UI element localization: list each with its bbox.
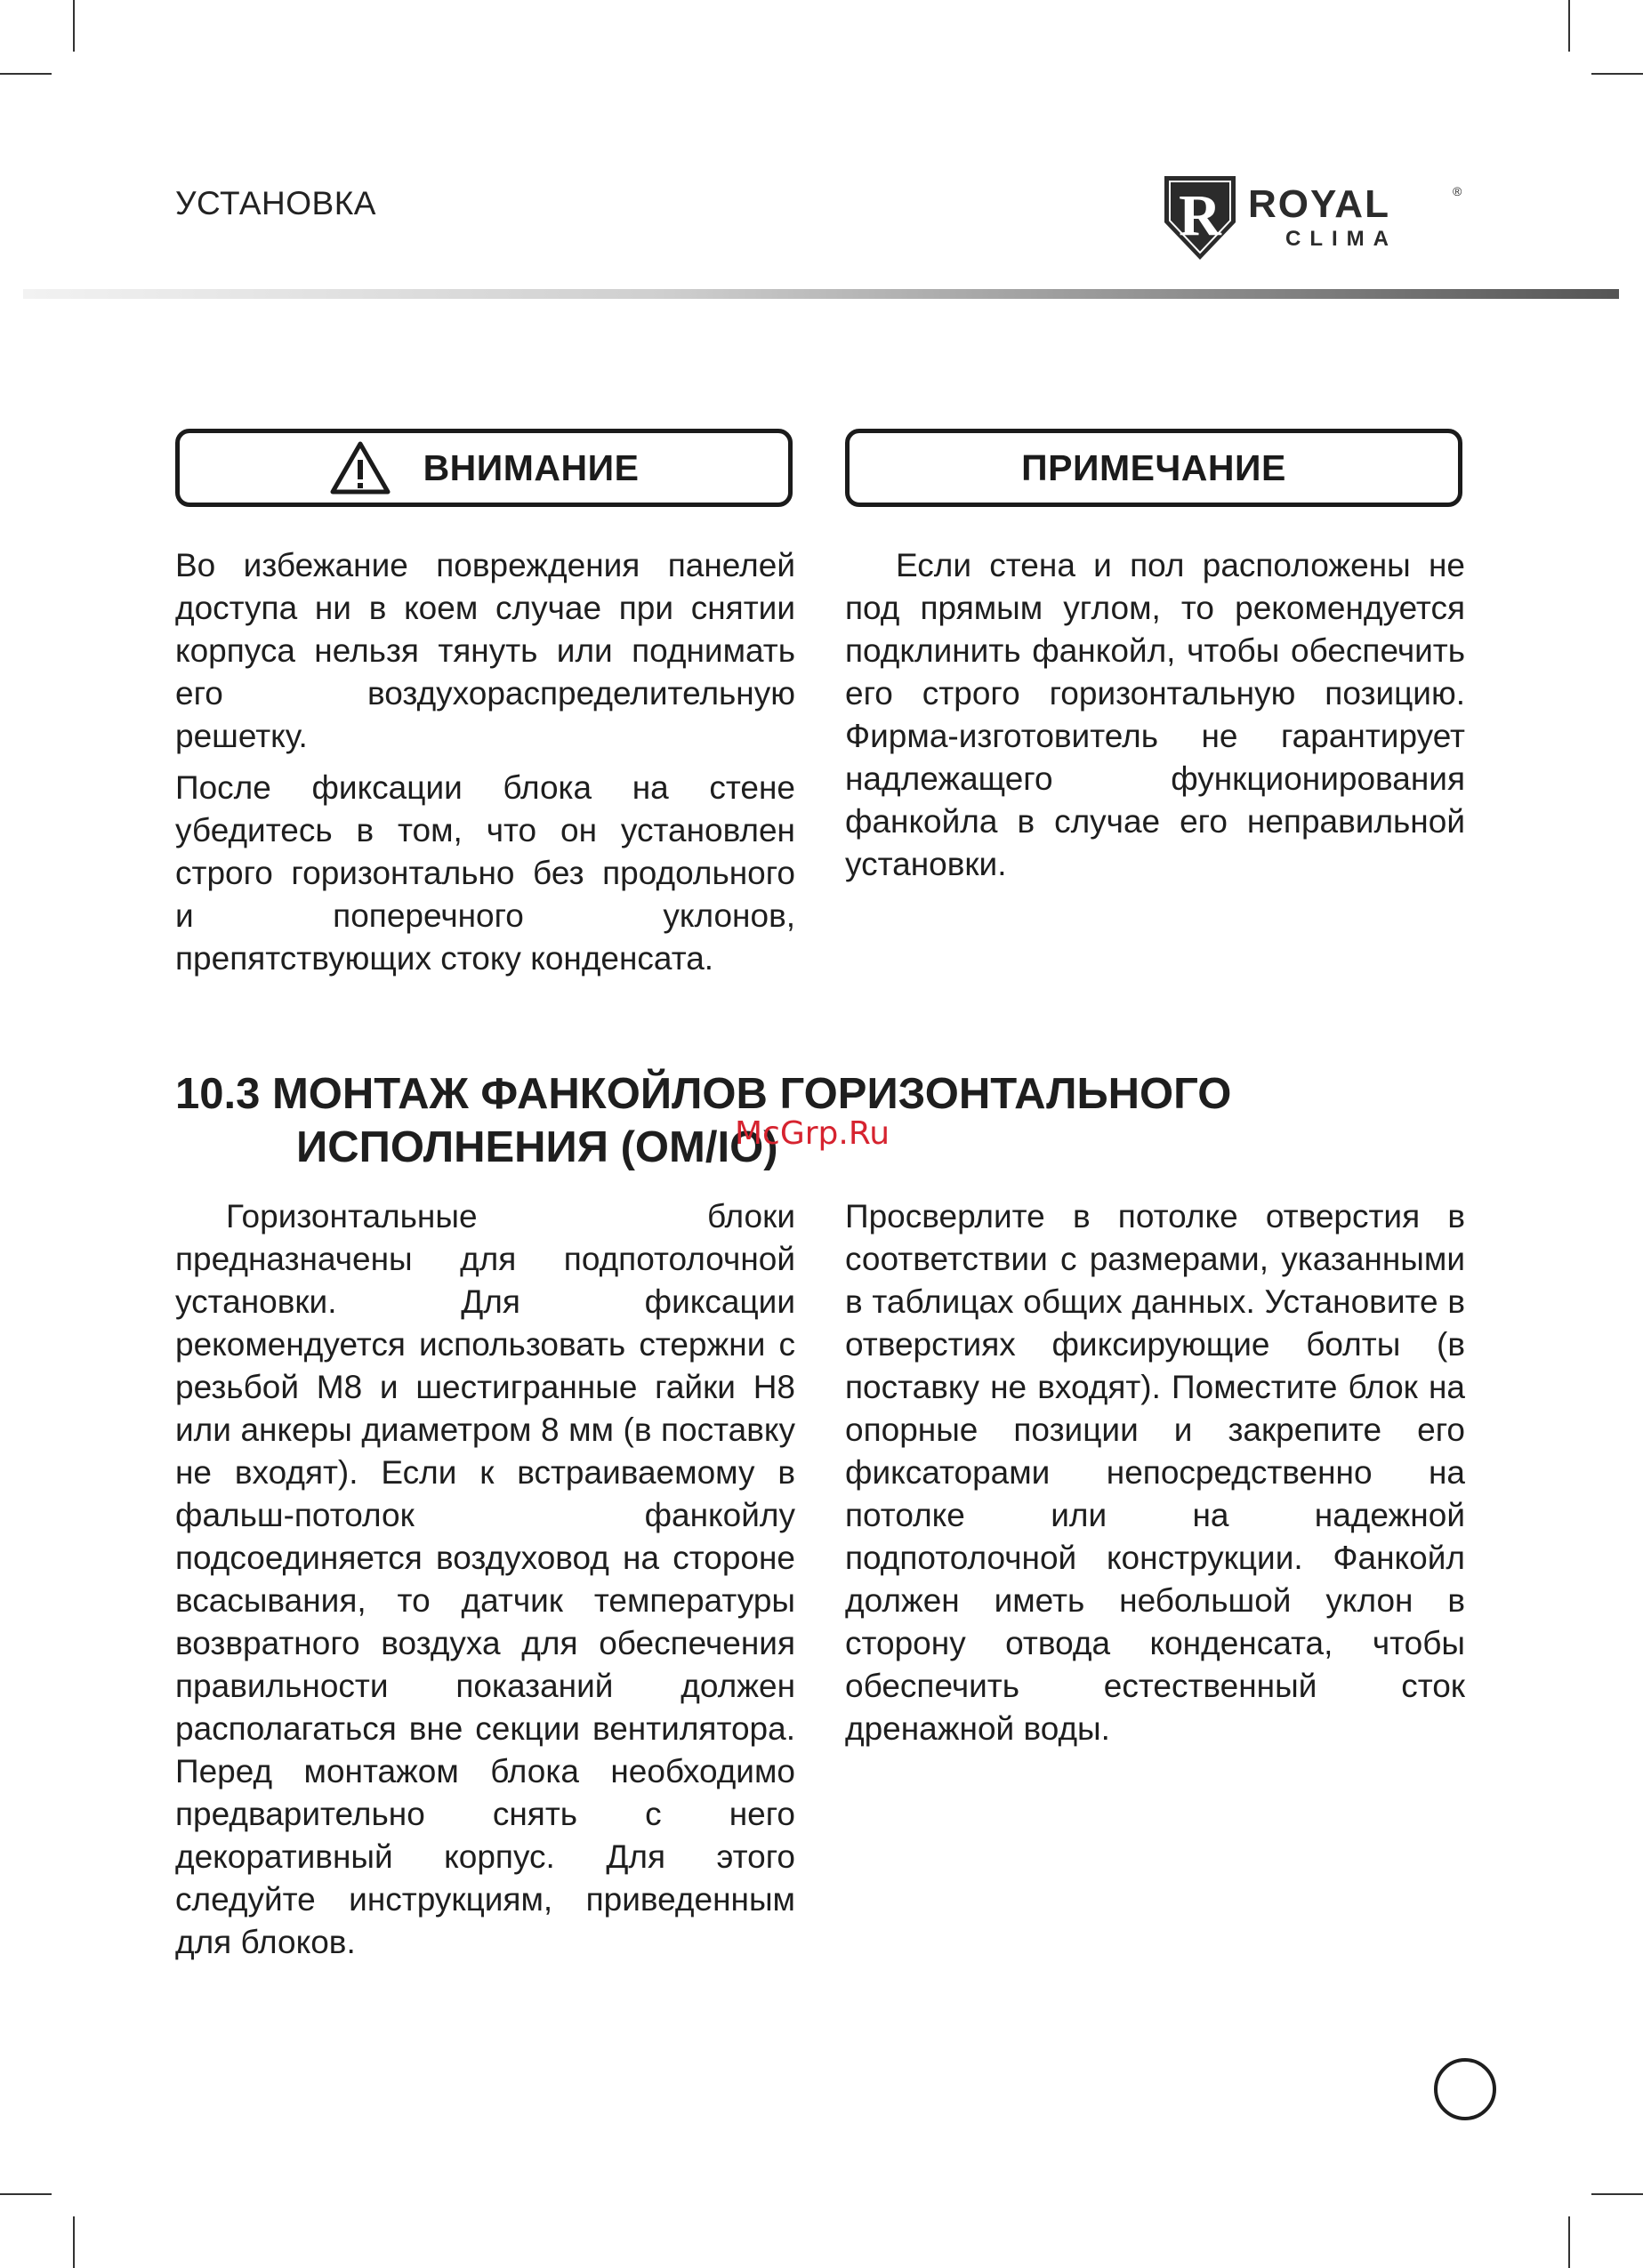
section-right-text [845,1195,1465,1759]
logo-letter: R [1179,183,1221,248]
header-rule [23,289,1619,299]
warning-paragraph: Во избежание повреждения панелей доступа ни в коем случае при снятии корпуса нельзя тянуть или поднимать его воздухораспределительную решетку. [175,547,795,754]
crop-mark [73,0,75,52]
crop-mark [1568,2216,1570,2268]
section-left-paragraph: Горизонтальные блоки предназначены для подпотолочной установки. Для фиксации рекомендуется использовать стержни с резьбой М8 и шестигранные гайки Н8 или анкеры диаметром 8 мм (в поставку не входят). Если к встраиваемому в фальш-потолок фанкойлу подсоединяется воздуховод на стороне всасывания, то датчик температуры возвратного воздуха для обеспечения правильности показаний должен располагаться вне секции вентилятора. Перед монтажом блока необходимо предварительно снять с него декоративный корпус. Для этого следуйте инструкциям, приведенным для блоков. [175,1198,795,1960]
logo-brand: ROYAL [1248,182,1390,226]
section-right-paragraph: Просверлите в потолке отверстия в соответствии с размерами, указанными в таблицах общих данных. Установите в отверстиях фиксирующие болты (в поставку не входят). Поместите блок на опорные позиции и закрепите его фиксаторами непосредственно на потолке или на надежной подпотолочной конструкции. Фанкойл должен иметь небольшой уклон в сторону отвода конденсата, чтобы обеспечить естественный сток дренажной воды. [845,1198,1465,1747]
crop-mark [1591,73,1643,75]
page-section-title: УСТАНОВКА [175,185,376,221]
warning-triangle-icon [329,440,391,495]
crop-mark [1591,2193,1643,2195]
crop-mark [0,73,52,75]
logo-sub: CLIMA [1285,227,1397,251]
crop-mark [0,2193,52,2195]
logo-registered: ® [1453,184,1462,198]
crop-mark [73,2216,75,2268]
section-heading-line2: ИСПОЛНЕНИЯ (ОМ/IO) [296,1123,778,1171]
note-box [845,429,1462,507]
note-text [845,544,1465,895]
crop-mark [1568,0,1570,52]
section-heading [175,1067,1231,1174]
warning-text [175,544,795,989]
warning-paragraph: После фиксации блока на стене убедитесь в том, что он установлен строго горизонтально без продольного и поперечного уклонов, препятствующих стоку конденсата. [175,769,795,977]
warning-box [175,429,793,507]
note-paragraph: Если стена и пол расположены не под прямым углом, то рекомендуется подклинить фанкойл, чтобы обеспечить его строго горизонтальную позицию. Фирма-изготовитель не гарантирует надлежащего функционирования фанкойла в случае его неправильной установки. [845,547,1465,882]
section-heading-line1: 10.3 МОНТАЖ ФАНКОЙЛОВ ГОРИЗОНТАЛЬНОГО [175,1070,1232,1118]
note-title: ПРИМЕЧАНИЕ [1021,446,1286,488]
royal-clima-logo [1161,169,1472,267]
section-left-text [175,1195,795,1973]
page-number-circle [1434,2058,1496,2120]
warning-title: ВНИМАНИЕ [423,446,640,488]
watermark: McGrp.Ru [735,1115,890,1152]
